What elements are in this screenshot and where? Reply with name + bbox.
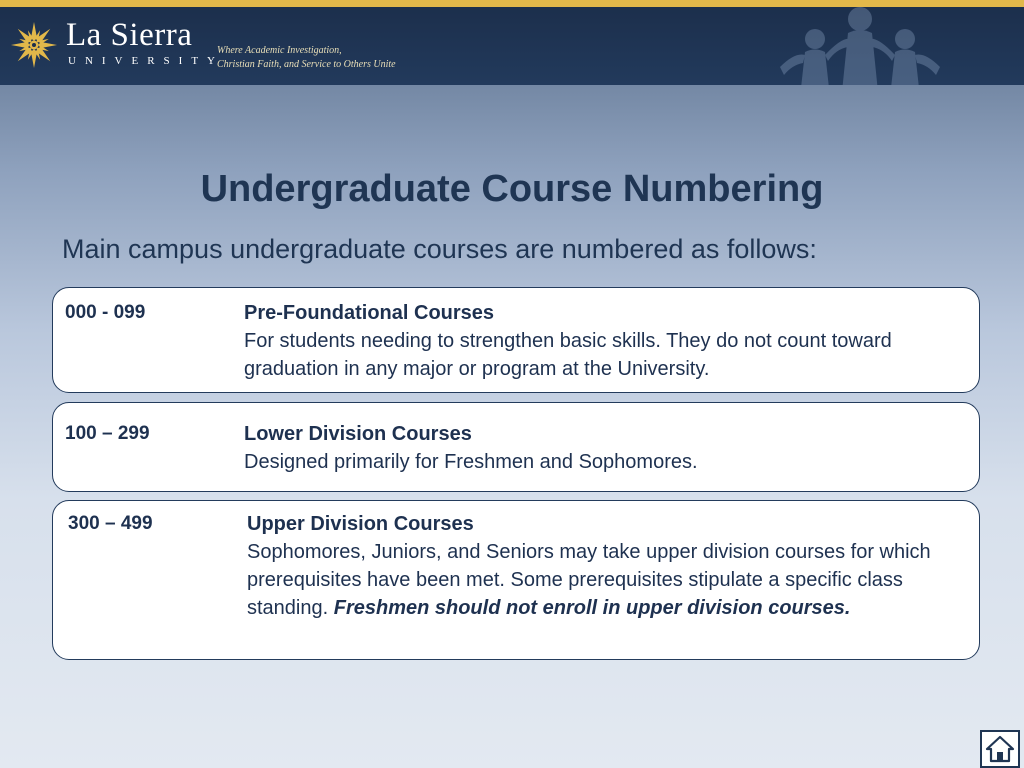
course-box-lower-division — [52, 402, 980, 492]
tagline-line-1: Where Academic Investigation, — [217, 45, 342, 56]
university-name: La Sierra — [66, 17, 193, 53]
course-box-upper-division — [52, 500, 980, 660]
course-range: 000 - 099 — [65, 302, 146, 323]
course-emphasis-note: Freshmen should not enroll in upper division courses. — [333, 597, 851, 619]
tagline-line-2: Christian Faith, and Service to Others Unite — [217, 59, 396, 70]
course-range: 100 – 299 — [65, 423, 150, 444]
course-heading: Upper Division Courses — [247, 513, 474, 535]
slide-subtitle: Main campus undergraduate courses are numbered as follows: — [62, 234, 817, 264]
course-content — [244, 299, 964, 383]
sunburst-logo-icon — [10, 21, 58, 69]
header-banner — [0, 7, 1024, 85]
slide-title: Undergraduate Course Numbering — [200, 168, 824, 210]
course-box-pre-foundational — [52, 287, 980, 393]
top-gold-stripe — [0, 0, 1024, 7]
course-description: Designed primarily for Freshmen and Sophomores. — [244, 451, 698, 473]
watermark-figures-icon — [770, 7, 950, 85]
course-content — [247, 510, 967, 622]
course-description: For students needing to strengthen basic skills. They do not count toward graduation in any major or program at the University. — [244, 330, 892, 380]
university-subtitle: UNIVERSITY — [68, 55, 224, 67]
course-heading: Pre-Foundational Courses — [244, 302, 495, 324]
university-tagline — [217, 44, 396, 72]
course-content — [244, 420, 964, 476]
home-icon[interactable] — [980, 730, 1020, 768]
course-range: 300 – 499 — [68, 513, 153, 534]
course-description: Sophomores, Juniors, and Seniors may take upper division courses for which prerequisites have been met. Some prerequisites stipulate a specific class standing. — [247, 541, 931, 619]
university-wordmark — [66, 17, 224, 67]
course-heading: Lower Division Courses — [244, 423, 472, 445]
